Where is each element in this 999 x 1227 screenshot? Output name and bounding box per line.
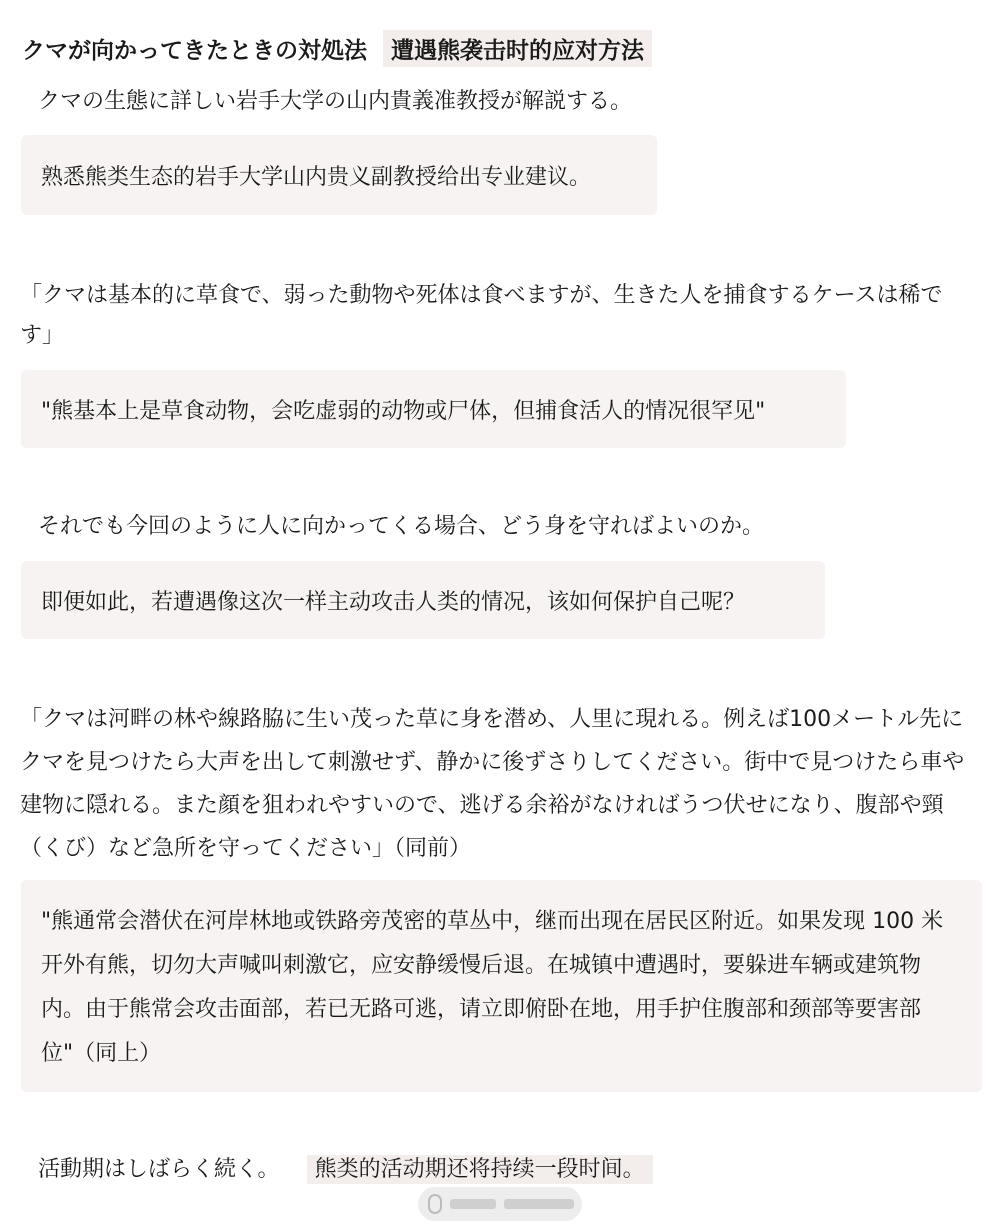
paragraph-japanese: クマの生態に詳しい岩手大学の山内貴義准教授が解説する。: [38, 89, 633, 114]
closing-line: [38, 1150, 653, 1190]
paragraph-japanese: 「クマは河畔の林や線路脇に生い茂った草に身を潜め、人里に現れる。例えば100メートル先にクマを見つけたら大声を出して刺激せず、静かに後ずさりしてください。街中で見つけたら車や建物に隠れる。また顔を狙われやすいので、逃げる余裕がなければうつ伏せになり、腹部や頸（くび）など急所を守ってください」（同前）: [20, 707, 965, 861]
paragraph-chinese: "熊基本上是草食动物，会吃虚弱的动物或尸体，但捕食活人的情况很罕见": [41, 398, 766, 424]
translation-box: [21, 135, 657, 215]
paragraph-japanese: 「クマは基本的に草食で、弱った動物や死体は食べますが、生きた人を捕食するケースは稀です」: [20, 283, 943, 348]
paragraph-chinese: "熊通常会潜伏在河岸林地或铁路旁茂密的草丛中，继而出现在居民区附近。如果发现 100 米开外有熊，切勿大声喊叫刺激它，应安静缓慢后退。在城镇中遭遇时，要躲进车辆或建筑物内。由于熊常会攻击面部，若已无路可逃，请立即俯卧在地，用手护住腹部和颈部等要害部位"（同上）: [41, 909, 944, 1066]
paragraph-chinese: 熟悉熊类生态的岩手大学山内贵义副教授给出专业建议。: [41, 164, 592, 190]
heading-chinese: 遭遇熊袭击时的应对方法: [383, 30, 652, 67]
paragraph-japanese: 活動期はしばらく続く。: [38, 1157, 280, 1182]
paragraph-japanese: それでも今回のように人に向かってくる場合、どう身を守ればよいのか。: [38, 514, 765, 539]
heading-japanese: クマが向かってきたときの対処法: [22, 37, 367, 64]
paragraph-chinese: 即便如此，若遭遇像这次一样主动攻击人类的情况，该如何保护自己呢？: [41, 589, 746, 615]
translation-box: [21, 561, 825, 639]
watermark-bar: [504, 1199, 574, 1209]
translation-box: [21, 370, 846, 448]
watermark-bar: [450, 1199, 496, 1209]
section-heading: [22, 28, 652, 68]
watermark-logo-icon: [428, 1194, 442, 1214]
paragraph-chinese: 熊类的活动期还将持续一段时间。: [307, 1155, 653, 1184]
translation-box: [21, 880, 982, 1092]
watermark: [418, 1187, 582, 1221]
